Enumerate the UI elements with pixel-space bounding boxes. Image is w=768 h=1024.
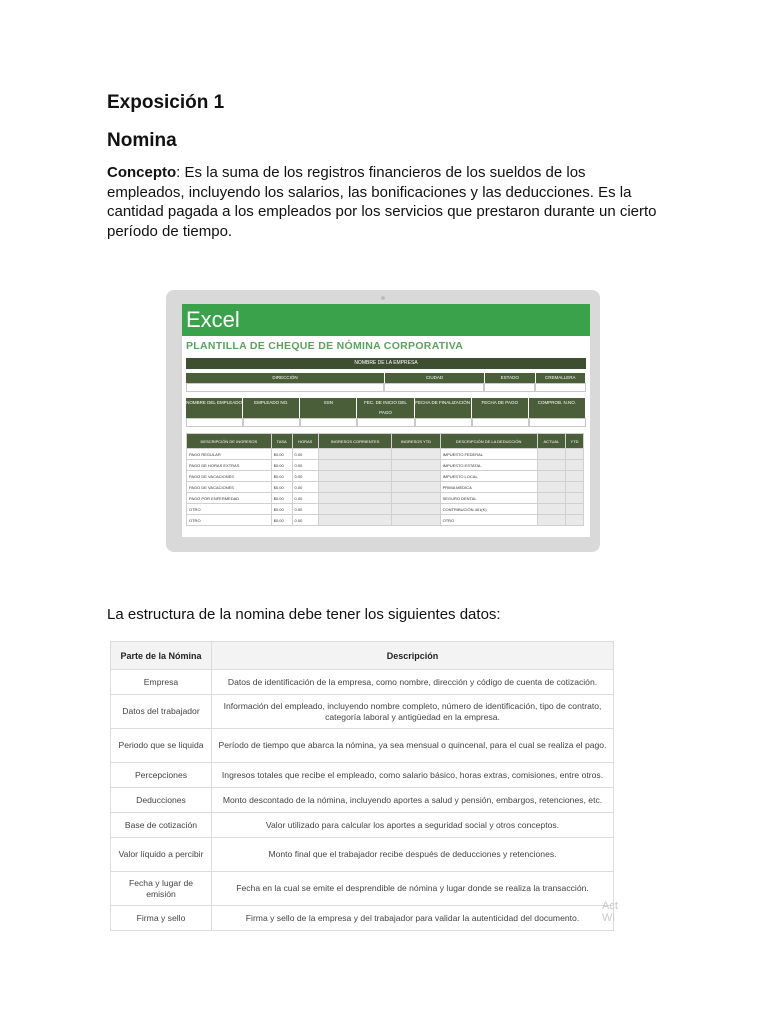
grid-cell: PAGO DE VACACIONES	[187, 482, 272, 493]
camera-dot	[381, 296, 385, 300]
table-row	[111, 695, 614, 729]
template-title: PLANTILLA DE CHEQUE DE NÓMINA CORPORATIVA	[186, 340, 464, 352]
table-description-cell: Monto final que el trabajador recibe después de deducciones y retenciones.	[212, 838, 614, 872]
grid-cell	[566, 460, 584, 471]
grid-header-cell: YTD	[566, 434, 584, 449]
grid-cell	[566, 482, 584, 493]
grid-cell: 0.00	[292, 493, 318, 504]
grid-cell: 0.00	[292, 460, 318, 471]
grid-cell	[537, 515, 566, 526]
grid-cell: PAGO REGULAR	[187, 449, 272, 460]
table-part-cell: Empresa	[111, 670, 212, 695]
grid-cell	[318, 449, 391, 460]
grid-header-cell: INGRESOS YTD	[392, 434, 440, 449]
grid-cell: IMPUESTO LOCAL	[440, 471, 537, 482]
heading-nomina: Nomina	[107, 130, 177, 151]
grid-cell: OTRO	[187, 515, 272, 526]
address-header-cell: CREMALLERA	[536, 373, 587, 383]
grid-header-cell: DESCRIPCIÓN DE INGRESOS	[187, 434, 272, 449]
table-header-cell: Parte de la Nómina	[111, 642, 212, 670]
grid-cell	[566, 515, 584, 526]
grid-cell	[537, 460, 566, 471]
payroll-grid	[186, 433, 584, 526]
laptop-image	[166, 290, 600, 552]
table-row	[111, 729, 614, 763]
grid-header-cell: HORAS	[292, 434, 318, 449]
grid-header-row	[187, 434, 584, 449]
table-header-cell: Descripción	[212, 642, 614, 670]
table-row	[111, 788, 614, 813]
grid-cell: 0.00	[292, 471, 318, 482]
grid-cell	[392, 493, 440, 504]
grid-cell	[566, 471, 584, 482]
table-row	[111, 906, 614, 931]
employee-header-cell: COMPROB. N.NO.	[529, 398, 586, 418]
table-description-cell: Valor utilizado para calcular los aportes a seguridad social y otros conceptos.	[212, 813, 614, 838]
employee-header-cell: FECHA DE PAGO	[472, 398, 529, 418]
grid-row	[187, 493, 584, 504]
grid-cell	[566, 449, 584, 460]
grid-cell: $0.00	[271, 493, 292, 504]
table-description-cell: Información del empleado, incluyendo nombre completo, número de identificación, tipo de contrato, categoría laboral y antigüedad en la empresa.	[212, 695, 614, 729]
grid-cell	[318, 493, 391, 504]
grid-cell: $0.00	[271, 471, 292, 482]
table-part-cell: Valor líquido a percibir	[111, 838, 212, 872]
grid-cell: IMPUESTO ESTATAL	[440, 460, 537, 471]
table-description-cell: Datos de identificación de la empresa, como nombre, dirección y código de cuenta de cotización.	[212, 670, 614, 695]
grid-header-cell: DESCRIPCIÓN DE LA DEDUCCIÓN	[440, 434, 537, 449]
grid-cell	[392, 515, 440, 526]
grid-row	[187, 504, 584, 515]
table-row	[111, 813, 614, 838]
table-description-cell: Ingresos totales que recibe el empleado, como salario básico, horas extras, comisiones, entre otros.	[212, 763, 614, 788]
grid-cell	[392, 482, 440, 493]
company-name-band: NOMBRE DE LA EMPRESA	[186, 358, 586, 369]
grid-cell	[392, 460, 440, 471]
grid-cell	[392, 471, 440, 482]
structure-lead-text: La estructura de la nomina debe tener los siguientes datos:	[107, 606, 501, 623]
grid-cell: 0.00	[292, 504, 318, 515]
grid-cell	[392, 504, 440, 515]
table-part-cell: Firma y sello	[111, 906, 212, 931]
grid-cell: $0.00	[271, 504, 292, 515]
grid-row	[187, 449, 584, 460]
grid-cell	[318, 460, 391, 471]
concept-paragraph	[107, 163, 667, 241]
table-part-cell: Deducciones	[111, 788, 212, 813]
activation-watermark: Act Wi	[602, 900, 618, 924]
address-header-cell: DIRECCIÓN	[186, 373, 385, 383]
grid-cell	[392, 449, 440, 460]
table-description-cell: Fecha en la cual se emite el desprendible de nómina y lugar donde se realiza la transacción.	[212, 872, 614, 906]
grid-cell	[318, 504, 391, 515]
address-header-cell: ESTADO	[485, 373, 536, 383]
grid-cell: $0.00	[271, 449, 292, 460]
grid-cell	[537, 482, 566, 493]
grid-cell: OTRO	[440, 515, 537, 526]
concept-text: : Es la suma de los registros financieros de los sueldos de los empleados, incluyendo los salarios, las bonificaciones y las deducciones. Es la cantidad pagada a los empleados por los servicios que prestaron durante un cierto período de tiempo.	[107, 164, 657, 240]
table-part-cell: Percepciones	[111, 763, 212, 788]
table-row	[111, 670, 614, 695]
grid-row	[187, 460, 584, 471]
table-row	[111, 872, 614, 906]
grid-cell: 0.00	[292, 449, 318, 460]
address-header-row	[186, 373, 586, 383]
table-row	[111, 838, 614, 872]
table-part-cell: Periodo que se liquida	[111, 729, 212, 763]
grid-cell	[537, 471, 566, 482]
employee-cells	[186, 418, 586, 427]
grid-cell: $0.00	[271, 482, 292, 493]
heading-exposicion: Exposición 1	[107, 92, 225, 113]
address-header-cell: CIUDAD	[385, 373, 485, 383]
grid-row	[187, 482, 584, 493]
grid-row	[187, 471, 584, 482]
excel-screen	[182, 304, 590, 537]
grid-cell	[566, 493, 584, 504]
grid-cell: PAGO DE VACACIONES	[187, 471, 272, 482]
grid-cell: CONTRIBUCIÓN 401(K)	[440, 504, 537, 515]
grid-cell: 0.00	[292, 515, 318, 526]
table-header-row	[111, 642, 614, 670]
table-description-cell: Firma y sello de la empresa y del trabajador para validar la autenticidad del documento.	[212, 906, 614, 931]
payroll-parts-table	[110, 641, 614, 931]
grid-cell: $0.00	[271, 515, 292, 526]
grid-cell	[318, 471, 391, 482]
table-part-cell: Datos del trabajador	[111, 695, 212, 729]
grid-cell: IMPUESTO FEDERAL	[440, 449, 537, 460]
grid-cell: OTRO	[187, 504, 272, 515]
grid-cell: SEGURO DENTAL	[440, 493, 537, 504]
employee-header-cell: FECHA DE FINALIZACIÓN	[415, 398, 472, 418]
grid-header-cell: ACTUAL	[537, 434, 566, 449]
grid-cell	[537, 504, 566, 515]
grid-cell	[537, 493, 566, 504]
employee-header-cell: NOMBRE DEL EMPLEADO	[186, 398, 243, 418]
grid-cell: PRIMA MÉDICA	[440, 482, 537, 493]
concept-label: Concepto	[107, 164, 177, 181]
grid-cell: 0.00	[292, 482, 318, 493]
grid-header-cell: INGRESOS CORRIENTES	[318, 434, 391, 449]
employee-header-cell: EMPLEADO NO.	[243, 398, 300, 418]
table-part-cell: Base de cotización	[111, 813, 212, 838]
excel-logo: Excel	[182, 304, 590, 336]
table-row	[111, 763, 614, 788]
grid-cell	[318, 482, 391, 493]
grid-row	[187, 515, 584, 526]
employee-header-cell: FEC. DE INICIO DEL PAGO	[357, 398, 414, 418]
employee-header-row	[186, 398, 586, 418]
grid-cell: PAGO POR ENFERMEDAD	[187, 493, 272, 504]
address-cells	[186, 383, 586, 392]
employee-header-cell: SSN	[300, 398, 357, 418]
table-part-cell: Fecha y lugar de emisión	[111, 872, 212, 906]
grid-cell	[318, 515, 391, 526]
grid-header-cell: TASA	[271, 434, 292, 449]
table-description-cell: Período de tiempo que abarca la nómina, ya sea mensual o quincenal, para el cual se realiza el pago.	[212, 729, 614, 763]
table-description-cell: Monto descontado de la nómina, incluyendo aportes a salud y pensión, embargos, retenciones, etc.	[212, 788, 614, 813]
grid-cell: $0.00	[271, 460, 292, 471]
grid-cell	[537, 449, 566, 460]
grid-cell	[566, 504, 584, 515]
grid-cell: PAGO DE HORAS EXTRAS	[187, 460, 272, 471]
